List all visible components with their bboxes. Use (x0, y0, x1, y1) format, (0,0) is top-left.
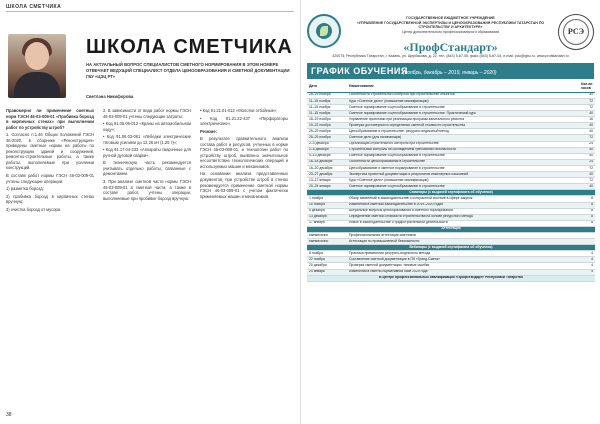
cell-date: ежемесячно (307, 232, 347, 238)
cell-hours: 40 (579, 153, 595, 159)
right-page (300, 0, 600, 424)
cell-name: Особенности строительного контроля при строительстве объектов (347, 92, 579, 98)
paragraph: 1. Согласно п.1.46 Общих положений ГЭСН 46-2020, в сборнике «Реконструкция» приведены сметные нормы на работы по реконструкции зданий и сооружений, ремонтно-строительные работы, а также работы, выполняемые при усилении конструкций. (6, 132, 94, 171)
col-header-date: Дата (307, 82, 347, 92)
cell-hours: 72 (579, 105, 595, 111)
cell-date: 11–15 ноября (307, 111, 347, 117)
cell-name: Изменения в сметном законодательстве в 2019–2020 годах (347, 202, 579, 208)
table-footer (307, 275, 595, 281)
paragraph: • Код 91.06.03-061 «Лебедки электрические тяговым усилием до 12,26 кН (1,25 т)»; (103, 134, 191, 145)
cell-hours: 40 (579, 111, 595, 117)
cell-name: Особенности ценообразования в строительстве (347, 159, 579, 165)
cell-date: 13 декабря (307, 214, 347, 220)
cell-date: 20–24 января (307, 184, 347, 190)
cell-name: Профессиональная аттестация сметчиков (347, 232, 579, 238)
cell-hours: 8 (579, 208, 595, 214)
cell-name: Актуальные вопросы ценообразования и сметного нормирования (347, 208, 579, 214)
paragraph: В техническую часть рекомендуется учитывать отдельно работы, связанные с демонтажем. (103, 160, 191, 177)
cell-hours: 40 (579, 129, 595, 135)
paragraph: 2. В зависимости от вида работ нормы ГЭСН 46-03-009-01 учтены следующие затраты: (103, 108, 191, 119)
cell-hours: 4 (579, 251, 595, 257)
cell-name: Курс «Сметное дело» (повышение квалификации) (347, 178, 579, 184)
col-header-hours: Кол-во часов (579, 82, 595, 92)
cell-date: 2–6 декабря (307, 147, 347, 153)
paragraph: 3. При анализе сметной части нормы ГЭСН 46-03-009-01 в сметной части, а также в составе работ, учтены операции, выполняемые при пробивке борозд вручную. (103, 179, 191, 201)
cell-date: 15 ноября (307, 202, 347, 208)
rse-logo: РСЭ (558, 14, 594, 50)
cell-hours: 40 (579, 92, 595, 98)
cell-hours: 4 (579, 257, 595, 263)
cell-date: 13–17 января (307, 178, 347, 184)
cell-date: 24 января (307, 269, 347, 275)
summary-heading: Резюме: (200, 128, 218, 134)
cell-date: 19–22 ноября (307, 123, 347, 129)
paragraph: В результате сравнительного анализа состава работ и ресурсов, учтенных в норме ГЭСН 46-03-009-01, и технологии работ по устройству штроб, выявлено значительное несоответствие технологических операций и используемых машин и механизмов. (200, 136, 288, 169)
cell-hours: 8 (579, 202, 595, 208)
cell-hours: 72 (579, 165, 595, 171)
cell-date: 17 января (307, 220, 347, 226)
cell-date: 22 ноября (307, 257, 347, 263)
cell-date: 8 ноября (307, 251, 347, 257)
schedule-table (307, 82, 595, 282)
cell-name: Ценообразование и сметное нормирование в строительстве (347, 165, 579, 171)
cell-name: Сметное дело (для начинающих) (347, 135, 579, 141)
cell-hours: 24 (579, 159, 595, 165)
cell-name: Управление проектами при реализации программ капитального ремонта (347, 117, 579, 123)
cell-hours: 40 (579, 147, 595, 153)
cell-date: 28–29 ноября (307, 92, 347, 98)
cell-name: Организация строительного контроля при строительстве (347, 141, 579, 147)
cell-name: Проверка достоверности определения сметной стоимости строительства (347, 123, 579, 129)
group-label: Аттестация (307, 226, 595, 232)
cell-name: Составление сметной документации в ПК «Гранд-Смета» (347, 257, 579, 263)
cell-name: Обзор изменений в законодательстве о контрактной системе в сфере закупок (347, 196, 579, 202)
article-subtitle: НА АКТУАЛЬНЫЙ ВОПРОС СПЕЦИАЛИСТОВ СМЕТНОГО НОРМИРОВАНИЯ В ЭТОМ НОМЕРЕ ОТВЕЧАЕТ ВЕДУЩИЙ СПЕЦИАЛИСТ ОТДЕЛА ЦЕНООБРАЗОВАНИЯ И СМЕТНОЙ ДОКУМЕНТАЦИИ ГБУ «ЦЭЦ РТ» (86, 62, 290, 80)
cell-name: Строительный контроль за соблюдением требований безопасности (347, 147, 579, 153)
cell-name: Сметное нормирование и ценообразование в строительстве (347, 153, 579, 159)
cell-hours: 40 (579, 184, 595, 190)
cell-date: 1 ноября (307, 196, 347, 202)
col-header-name: Наименование (347, 82, 579, 92)
cell-name: Ценообразование в строительстве: ресурсно-индексный метод (347, 129, 579, 135)
article-column-1 (6, 108, 94, 214)
cell-name: Экспертиза проектной документации и результатов инженерных изысканий (347, 172, 579, 178)
paragraph: На основании анализа представленных документов, при устройстве штроб в стенах рекомендуется применение сметной нормы ГЭСН 46-03-009-01 с учетом фактически применяемых машин и механизмов. (200, 171, 288, 199)
page-number: 38 (6, 412, 12, 418)
group-label: Вебинары (с выдачей сертификата об обучении) (307, 245, 595, 251)
group-label: Семинары (с выдачей сертификата об обучении) (307, 190, 595, 196)
cell-date: 6 декабря (307, 208, 347, 214)
author-name: Светлана Никифорова (86, 94, 134, 99)
cell-date: 16–20 декабря (307, 165, 347, 171)
schedule-period: (ноябрь, декабрь – 2019, январь – 2020) (403, 70, 497, 76)
cell-date: 9–13 декабря (307, 153, 347, 159)
cell-date: 23–27 декабря (307, 172, 347, 178)
organization-name: ГОСУДАРСТВЕННОЕ БЮДЖЕТНОЕ УЧРЕЖДЕНИЕ «УПРАВЛЕНИЕ ГОСУДАРСТВЕННОЙ ЭКСПЕРТИЗЫ И ЦЕНООБРАЗОВАНИЯ РЕСПУБЛИКИ ТАТАРСТАН ПО СТРОИТЕЛЬСТВУ И АРХИТЕКТУРЕ» Центр дополнительного профессионального образования (356, 16, 545, 34)
paragraph: • Код 91.17.04-233 «Аппараты сварочные для ручной дуговой сварки». (103, 147, 191, 158)
cell-hours: 8 (579, 196, 595, 202)
cell-name: Аттестация по промышленной безопасности (347, 239, 579, 245)
cell-date: ежемесячно (307, 239, 347, 245)
article-column-3 (200, 108, 288, 201)
schedule-title: ГРАФИК ОБУЧЕНИЯ (311, 66, 408, 76)
cell-date: 11–15 ноября (307, 98, 347, 104)
cell-date: 25–29 ноября (307, 129, 347, 135)
gbu-logo (307, 14, 341, 48)
section-tag: ШКОЛА СМЕТЧИКА (6, 4, 62, 10)
cell-hours: 72 (579, 178, 595, 184)
cell-date: 20 декабря (307, 263, 347, 269)
cell-name: Сметное нормирование и ценообразование в строительстве (347, 184, 579, 190)
page-title: ШКОЛА СМЕТЧИКА (86, 36, 293, 58)
brand-name: «ПрофСтандарт» (403, 40, 498, 54)
cell-hours: 24 (579, 141, 595, 147)
cell-name: Новое в законодательстве о градостроительной деятельности (347, 220, 579, 226)
cell-hours: 8 (579, 220, 595, 226)
article-column-2 (103, 108, 191, 203)
top-divider (6, 11, 294, 12)
cell-name: Определение сметной стоимости строительства на основе ресурсного метода (347, 214, 579, 220)
contact-address: 420075, Республика Татарстан, г. Казань, ул. Щербакова, д. 22, тел. (843) 5-67-05, факс (843) 5-67-04, e-mail: pdo@gbu.ru, www.profstandart.ru (332, 54, 569, 58)
paragraph: 3) очистка борозд от мусора. (6, 206, 62, 212)
cell-date: 18–19 ноября (307, 117, 347, 123)
cell-name: Проверка сметной документации: типовые ошибки (347, 263, 579, 269)
cell-name: Изменения в сметно-нормативной базе 2020 года (347, 269, 579, 275)
paragraph: • Код 91.05.06-012 «Краны на автомобильном ходу»; (103, 121, 191, 132)
lead-question: Правомерно ли применение сметных норм ГЭСН 46-03-009-01 «Пробивка борозд в кирпичных стенах» при выполнении работ по устройству штроб? (6, 108, 94, 130)
cell-name: Сметное нормирование и ценообразование в строительстве. Практический курс (347, 111, 579, 117)
cell-date: 16–18 декабря (307, 159, 347, 165)
cell-date: 25–29 ноября (307, 135, 347, 141)
paragraph: • Код 91.21.01-012 «Молотки отбойные»; (200, 108, 278, 113)
paragraph: 1) разметка борозд; (6, 186, 44, 192)
cell-hours: 16 (579, 117, 595, 123)
cell-hours: 72 (579, 135, 595, 141)
cell-hours: 4 (579, 263, 595, 269)
cell-date: 2–4 декабря (307, 141, 347, 147)
author-photo (8, 34, 66, 98)
cell-hours: 72 (579, 98, 595, 104)
cell-name: Сметное нормирование и ценообразование в строительстве (347, 105, 579, 111)
cell-date: 11–15 ноября (307, 105, 347, 111)
paragraph: В составе работ нормы ГЭСН 46-03-009-01 учтены следующие операции: (6, 173, 94, 184)
cell-name: Курс «Сметное дело» (повышение квалификации) (347, 98, 579, 104)
cell-hours: 40 (579, 172, 595, 178)
cell-hours: 4 (579, 269, 595, 275)
paragraph: • Код 91.21.22-437 «Перфораторы электрические». (200, 115, 288, 127)
footer-note: В центре профессиональных квалификаций «Профстандарт» Республики Татарстан (307, 275, 595, 281)
paragraph: 2) пробивка борозд в кирпичных стенах вручную; (6, 193, 94, 205)
cell-hours: 8 (579, 214, 595, 220)
cell-hours: 40 (579, 123, 595, 129)
cell-name: Практика применения ресурсно-индексного метода (347, 251, 579, 257)
